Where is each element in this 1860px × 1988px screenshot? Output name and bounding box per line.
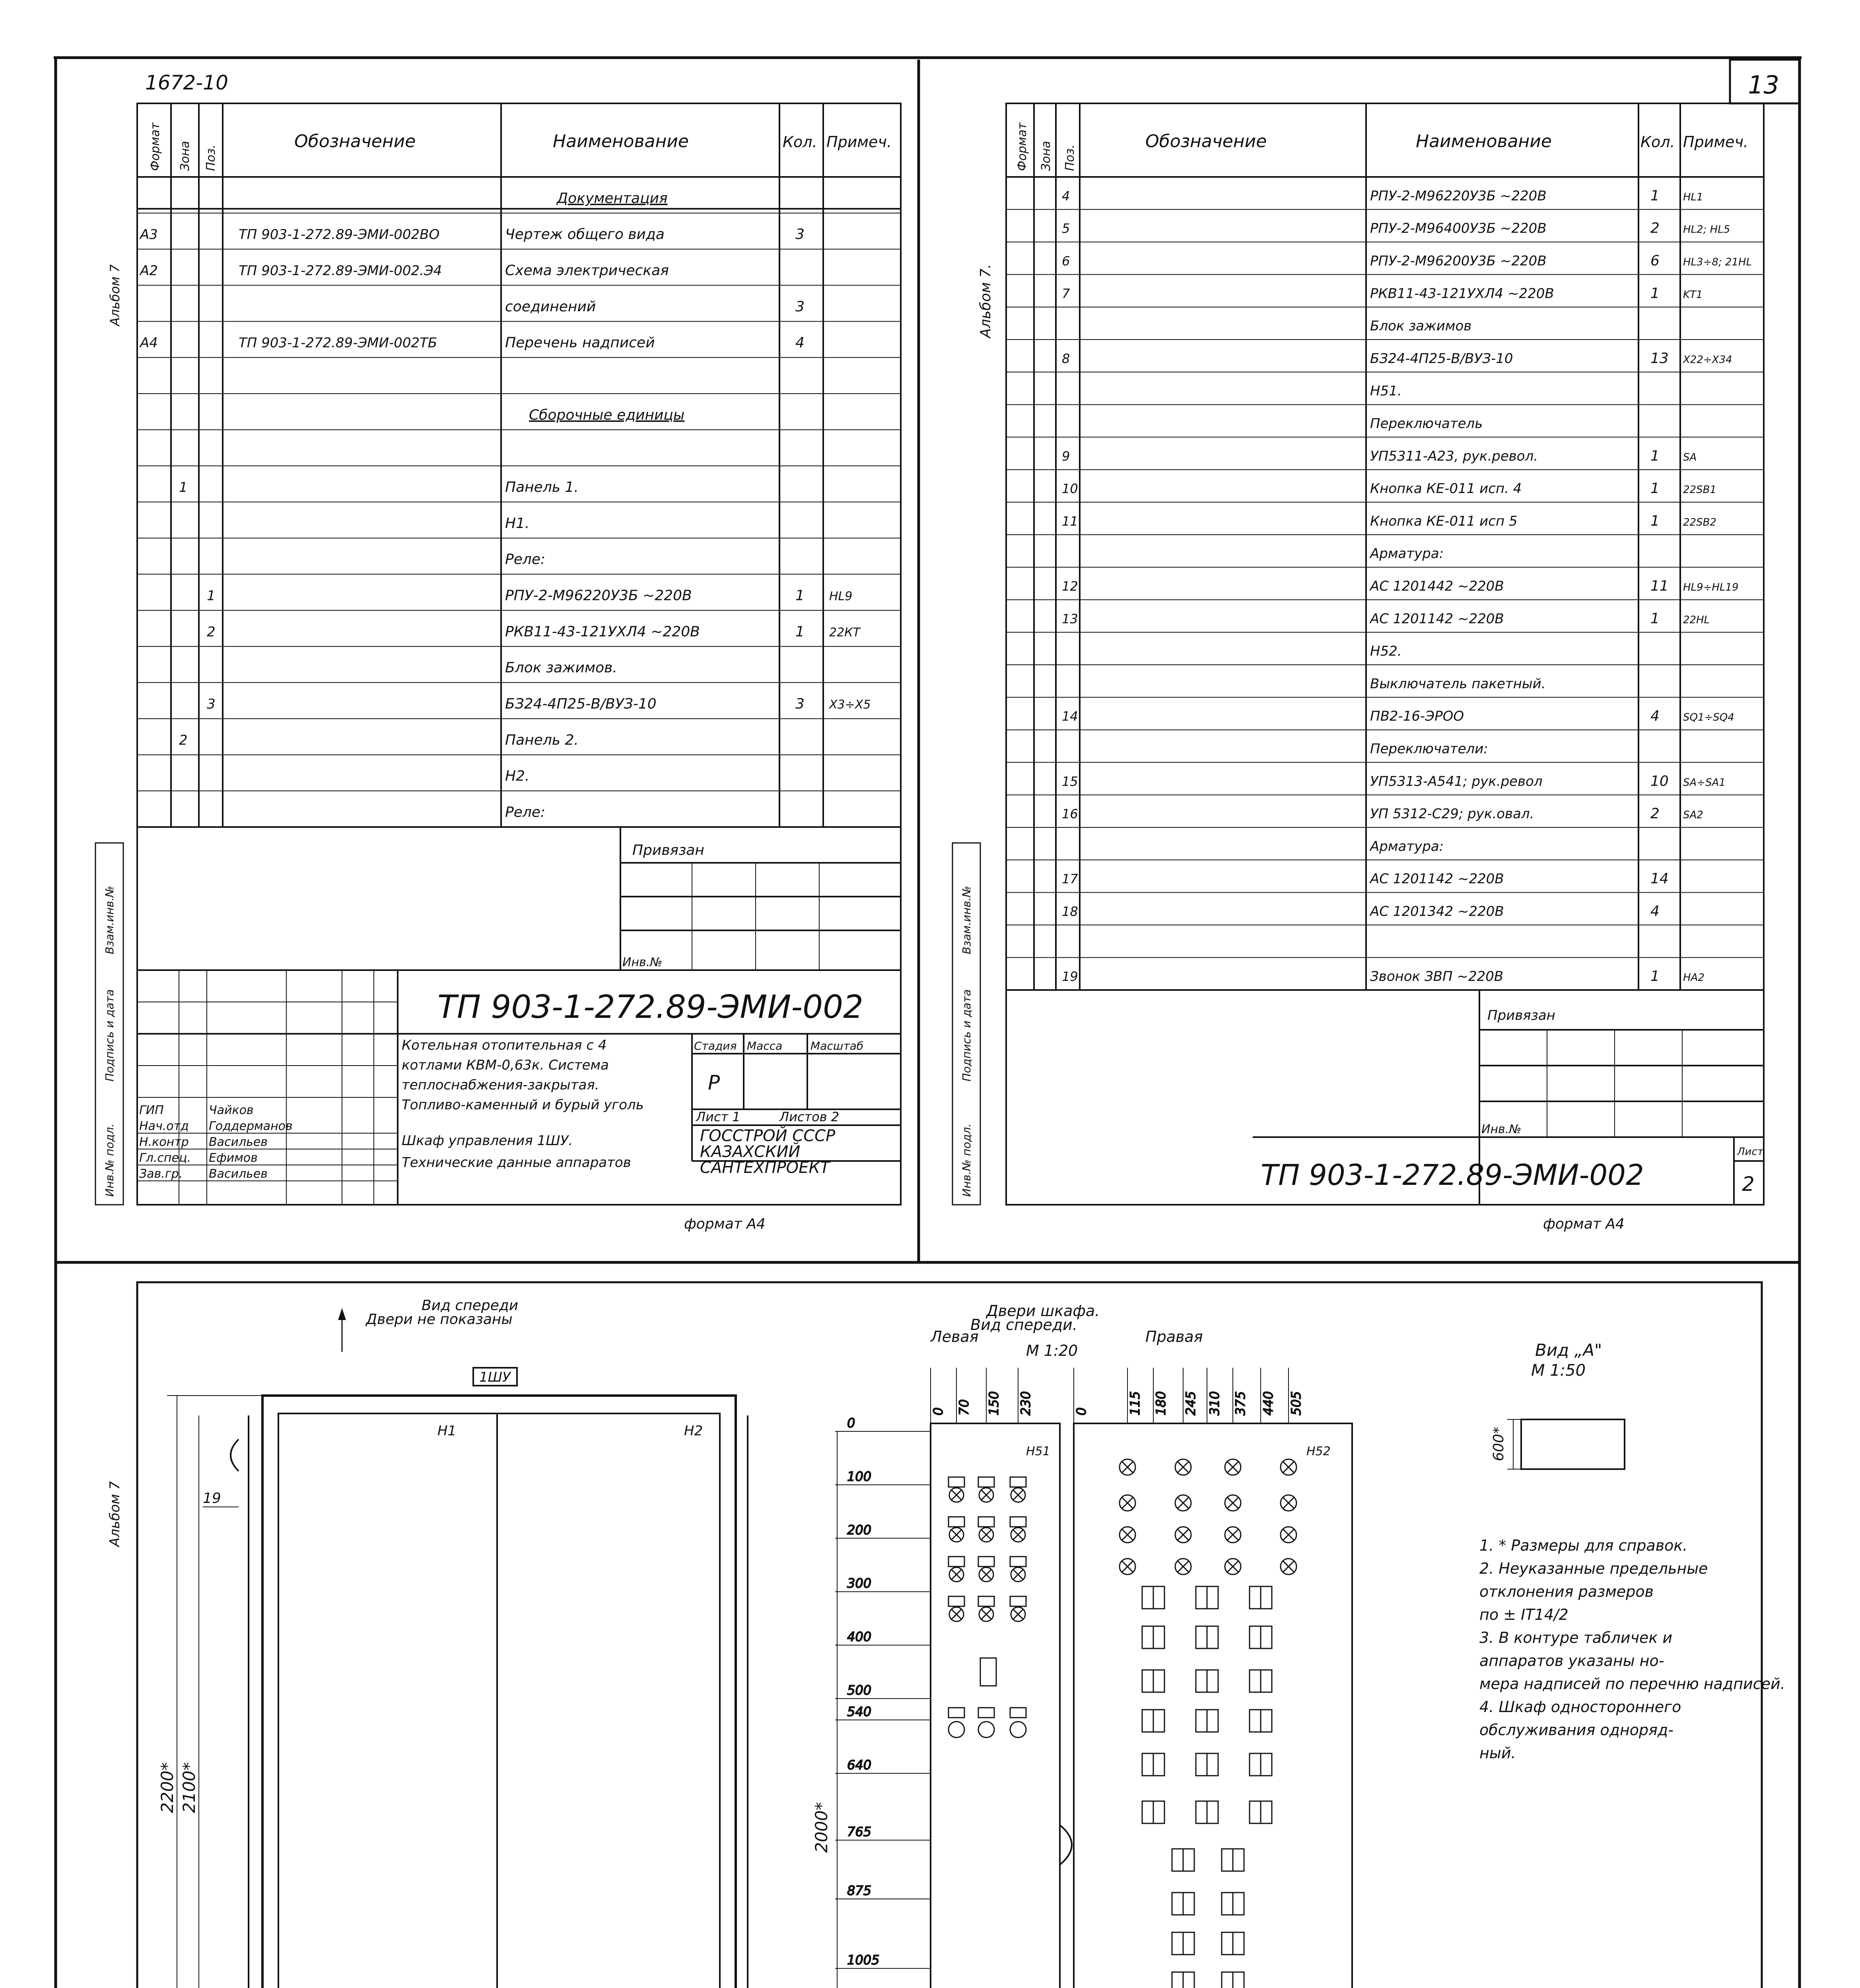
spec2-qty: 1 (1650, 968, 1660, 985)
spec2-note: 22SB2 (1683, 516, 1716, 528)
spec2-pos: 11 (1062, 513, 1078, 529)
pos-19-label: 19 (203, 1490, 221, 1507)
spec2-pos: 14 (1062, 709, 1078, 724)
signer-name: Васильев (209, 1167, 268, 1181)
spec2-pos: 12 (1062, 579, 1078, 594)
stamp1-mass-h: Масса (747, 1039, 783, 1052)
left-dim: 200 (847, 1522, 872, 1538)
col-pos: Поз. (204, 144, 218, 171)
stamp1-inv: Инв.№ (622, 955, 663, 969)
spec1-name: Н2. (505, 768, 530, 784)
side-label-c: Инв.№ подл. (103, 1123, 116, 1197)
spec2-name: РПУ-2-М96220У3Б ~220В (1370, 188, 1547, 204)
spec1-qty: 1 (795, 623, 805, 640)
col-qty: Кол. (783, 133, 817, 151)
spec2-qty: 4 (1650, 708, 1660, 724)
spec2-name: Переключатель (1370, 415, 1483, 432)
spec2-qty: 6 (1650, 252, 1660, 269)
note-line: 3. В контуре табличек и (1479, 1629, 1673, 1646)
doors-hidden-label: Двери не показаны (366, 1311, 513, 1328)
spec1-zone: 2 (179, 732, 188, 748)
stamp1-code: ТП 903-1-272.89-ЭМИ-002 (437, 988, 863, 1025)
signer-name: Васильев (209, 1135, 268, 1149)
note-line: по ± IT14/2 (1479, 1606, 1568, 1623)
stamp2-code: ТП 903-1-272.89-ЭМИ-002 (1261, 1158, 1644, 1192)
spec2-pos: 17 (1062, 871, 1078, 887)
dim-2200: 2200* (157, 1762, 177, 1813)
spec2-name: УП5311-А23, рук.револ. (1370, 448, 1538, 464)
spec1-name: Блок зажимов. (505, 660, 617, 676)
col2-name: Наименование (1416, 131, 1552, 151)
note-line: аппаратов указаны но- (1479, 1652, 1664, 1670)
stamp1-stage-h: Стадия (694, 1039, 737, 1052)
spec2-pos: 18 (1062, 904, 1078, 919)
left-dim: 400 (847, 1629, 872, 1644)
spec2-pos: 9 (1062, 448, 1070, 464)
spec2-note: 22SB1 (1683, 484, 1716, 496)
spec1-name: БЗ24-4П25-В/ВУЗ-10 (505, 696, 657, 712)
note-line: ный. (1479, 1744, 1516, 1762)
spec2-pos: 13 (1062, 611, 1078, 627)
col-note: Примеч. (826, 133, 892, 151)
spec2-pos: 4 (1062, 188, 1070, 204)
note-line: обслуживания одноряд- (1479, 1721, 1674, 1739)
left-dim: 540 (847, 1704, 872, 1719)
spec2-note: 22HL (1683, 614, 1710, 626)
note-line: 1. * Размеры для справок. (1479, 1537, 1688, 1554)
top-dim-right: 310 (1207, 1391, 1222, 1415)
dim-2000: 2000* (812, 1802, 831, 1853)
spec1-qty: 1 (795, 587, 805, 604)
spec1-designation: ТП 903-1-272.89-ЭМИ-002ТБ (239, 335, 437, 351)
door-left-label: Левая (931, 1328, 979, 1345)
spec1-name: соединений (505, 298, 596, 315)
col-name: Наименование (553, 131, 689, 151)
spec2-note: SA (1683, 451, 1697, 464)
spec1-qty: 3 (795, 226, 805, 243)
spec2-name: Переключатели: (1370, 741, 1488, 757)
album-label-bottom: Альбом 7 (107, 1481, 123, 1547)
view-a-label: Вид „А" (1535, 1340, 1602, 1360)
spec2-name: Выключатель пакетный. (1370, 676, 1546, 692)
doors-scale: М 1:20 (1026, 1342, 1078, 1359)
top-dim-left: 70 (956, 1399, 972, 1415)
stamp1-org1: ГОССТРОЙ СССР (700, 1127, 836, 1145)
dim-600-small: 600* (1491, 1427, 1507, 1461)
spec1-name: Чертеж общего вида (505, 226, 665, 243)
top-dim-left: 0 (931, 1407, 946, 1415)
stamp1-sheets: Листов 2 (779, 1109, 840, 1124)
spec2-qty: 4 (1650, 903, 1660, 920)
side-label2-c: Инв.№ подл. (960, 1123, 973, 1197)
spec2-name: Арматура: (1370, 838, 1444, 854)
spec2-qty: 1 (1650, 187, 1660, 204)
left-dim: 100 (847, 1469, 872, 1484)
spec1-name: Схема электрическая (505, 262, 669, 279)
spec2-note: HL3÷8; 21HL (1683, 256, 1752, 268)
col-zone: Зона (178, 141, 192, 171)
spec2-note: SQ1÷SQ4 (1683, 711, 1734, 724)
spec2-name: АС 1201142 ~220В (1370, 611, 1504, 627)
col2-zone: Зона (1039, 141, 1053, 171)
spec1-name: Документация (557, 190, 668, 207)
panel-h51: Н51 (1026, 1444, 1050, 1458)
spec2-pos: 19 (1062, 969, 1078, 984)
spec2-qty: 2 (1650, 220, 1660, 237)
spec1-name: Сборочные единицы (529, 407, 685, 423)
spec2-name: Кнопка КЕ-011 исп. 4 (1370, 481, 1522, 497)
signer-role: Гл.спец. (139, 1151, 191, 1165)
spec1-name: РПУ-2-М96220У3Б ~220В (505, 587, 692, 604)
note-line: отклонения размеров (1479, 1583, 1654, 1600)
col2-qty: Кол. (1640, 133, 1675, 151)
stamp2-inv: Инв.№ (1481, 1122, 1522, 1136)
spec2-name: Арматура: (1370, 546, 1444, 562)
note-line: 2. Неуказанные предельные (1479, 1560, 1708, 1577)
spec1-note: 22КТ (829, 625, 860, 640)
spec2-name: Кнопка КЕ-011 исп 5 (1370, 513, 1518, 529)
doors-title-1: Двери шкафа. (986, 1302, 1100, 1320)
top-dim-left: 150 (986, 1391, 1001, 1415)
door-right-label: Правая (1145, 1328, 1203, 1345)
top-dim-right: 0 (1074, 1407, 1089, 1415)
stamp1-format: формат А4 (684, 1216, 766, 1232)
spec2-note: Х22÷Х34 (1683, 353, 1732, 366)
top-dim-right: 115 (1127, 1391, 1143, 1415)
signer-name: Годдерманов (209, 1119, 293, 1133)
left-dim: 0 (847, 1415, 855, 1431)
spec2-pos: 10 (1062, 481, 1078, 497)
stamp2-sheet-h: Лист (1737, 1146, 1763, 1158)
spec1-note: HL9 (829, 589, 853, 604)
spec1-name: Панель 1. (505, 479, 579, 496)
side-label2-b: Подпись и дата (960, 989, 973, 1081)
side-label-b: Подпись и дата (103, 989, 116, 1081)
spec2-pos: 16 (1062, 806, 1078, 822)
view-a-scale: М 1:50 (1531, 1361, 1586, 1380)
left-dim: 300 (847, 1576, 872, 1591)
panel-h1: Н1 (437, 1423, 457, 1439)
spec1-qty: 3 (795, 298, 805, 315)
spec1-pos: 3 (207, 696, 216, 712)
spec1-name: РКВ11-43-121УХЛ4 ~220В (505, 623, 700, 640)
spec2-qty: 2 (1650, 806, 1660, 822)
view-front-label: Вид спереди (422, 1297, 519, 1314)
stamp1-stage: Р (708, 1071, 720, 1094)
col2-pos: Поз. (1063, 144, 1077, 171)
col2-note: Примеч. (1683, 133, 1748, 151)
spec2-note: НА2 (1683, 972, 1705, 984)
left-dim: 765 (847, 1824, 872, 1840)
spec1-designation: ТП 903-1-272.89-ЭМИ-002.Э4 (239, 263, 442, 279)
spec2-name: Звонок ЗВП ~220В (1370, 969, 1504, 985)
spec2-note: KT1 (1683, 289, 1703, 301)
spec1-name: Н1. (505, 515, 530, 532)
stamp1-scale-h: Масштаб (810, 1039, 864, 1052)
spec1-format: А3 (140, 227, 158, 243)
spec1-format: А2 (140, 263, 158, 279)
spec2-qty: 1 (1650, 513, 1660, 529)
signer-role: Зав.гр. (139, 1167, 183, 1181)
spec2-qty: 11 (1650, 578, 1669, 594)
spec1-note: Х3÷Х5 (829, 698, 871, 712)
left-dim: 640 (847, 1757, 872, 1773)
spec2-name: УП 5312-С29; рук.овал. (1370, 806, 1534, 822)
spec1-zone: 1 (179, 480, 188, 496)
spec2-qty: 14 (1650, 870, 1669, 887)
stamp1-desc3: теплоснабжения-закрытая. (402, 1077, 599, 1093)
col2-format: Формат (1015, 122, 1029, 171)
spec1-name: Панель 2. (505, 732, 579, 748)
spec1-pos: 1 (207, 588, 216, 604)
signer-role: ГИП (139, 1103, 164, 1117)
top-dim-left: 230 (1018, 1391, 1033, 1415)
spec1-format: А4 (140, 335, 158, 351)
spec2-qty: 1 (1650, 448, 1660, 464)
spec2-qty: 1 (1650, 610, 1660, 627)
spec2-name: РПУ-2-М96400У3Б ~220В (1370, 220, 1547, 237)
spec1-designation: ТП 903-1-272.89-ЭМИ-002ВО (239, 227, 440, 243)
signer-role: Н.контр (139, 1135, 189, 1149)
spec2-name: Блок зажимов (1370, 318, 1472, 334)
signer-name: Чайков (209, 1103, 254, 1117)
top-dim-right: 245 (1183, 1391, 1198, 1415)
doors-title-2: Вид спереди. (970, 1316, 1077, 1334)
left-dim: 875 (847, 1883, 872, 1898)
dim-2100: 2100* (179, 1762, 199, 1813)
spec2-note: HL9÷HL19 (1683, 581, 1739, 594)
spec2-pos: 7 (1062, 286, 1070, 301)
stamp1-desc2: котлами КВМ-0,63к. Система (402, 1057, 609, 1073)
panel-h2: Н2 (684, 1423, 703, 1439)
left-dim: 500 (847, 1683, 872, 1698)
spec2-name: АС 1201342 ~220В (1370, 903, 1504, 920)
side-label-a: Взам.инв.№ (103, 885, 116, 954)
spec2-name: Н52. (1370, 643, 1402, 660)
spec1-pos: 2 (207, 624, 216, 640)
spec2-name: РПУ-2-М96200У3Б ~220В (1370, 253, 1547, 269)
col2-designation: Обозначение (1145, 131, 1267, 151)
spec2-qty: 1 (1650, 285, 1660, 302)
album-label-right: Альбом 7. (978, 264, 994, 338)
spec2-name: Н51. (1370, 383, 1402, 399)
signer-name: Ефимов (209, 1151, 258, 1165)
panel-h52: Н52 (1306, 1444, 1331, 1458)
spec2-qty: 13 (1650, 350, 1669, 367)
stamp1-desc1: Котельная отопительная с 4 (402, 1037, 607, 1053)
spec1-name: Реле: (505, 551, 546, 568)
page-number: 13 (1748, 70, 1779, 99)
col-format: Формат (148, 122, 162, 171)
top-dim-right: 440 (1261, 1391, 1276, 1415)
col-designation: Обозначение (294, 131, 416, 151)
stamp2-bound: Привязан (1487, 1008, 1555, 1023)
album-label-left: Альбом 7 (107, 264, 122, 326)
stamp1-org3: САНТЕХПРОЕКТ (700, 1159, 830, 1177)
stamp1-sheet: Лист 1 (696, 1109, 741, 1124)
stamp1-bound: Привязан (632, 842, 704, 858)
spec2-qty: 1 (1650, 480, 1660, 497)
corner-mark: 1672-10 (145, 71, 228, 94)
spec2-pos: 6 (1062, 253, 1070, 269)
top-dim-right: 505 (1289, 1391, 1304, 1415)
stamp1-org2: КАЗАХСКИЙ (700, 1143, 801, 1161)
signer-role: Нач.отд (139, 1119, 189, 1133)
spec1-name: Перечень надписей (505, 334, 655, 351)
spec2-name: УП5313-А541; рук.револ (1370, 773, 1543, 790)
cabinet-label: 1ШУ (479, 1369, 511, 1385)
spec1-qty: 3 (795, 696, 805, 712)
note-line: мера надписей по перечню надписей. (1479, 1675, 1785, 1693)
spec2-pos: 8 (1062, 351, 1070, 366)
spec2-note: SA2 (1683, 809, 1703, 821)
spec2-name: ПВ2-16-ЭРОО (1370, 708, 1464, 724)
top-dim-right: 375 (1233, 1391, 1248, 1415)
side-label2-a: Взам.инв.№ (960, 885, 973, 954)
spec2-name: АС 1201142 ~220В (1370, 871, 1504, 887)
stamp1-title1: Шкаф управления 1ШУ. (402, 1133, 573, 1149)
left-dim: 1005 (847, 1952, 880, 1968)
spec2-name: БЗ24-4П25-В/ВУЗ-10 (1370, 350, 1513, 367)
spec2-pos: 5 (1062, 221, 1070, 236)
stamp1-title2: Технические данные аппаратов (402, 1155, 631, 1171)
spec2-note: HL1 (1683, 191, 1703, 203)
spec2-name: РКВ11-43-121УХЛ4 ~220В (1370, 285, 1554, 302)
spec2-qty: 10 (1650, 773, 1669, 790)
spec2-name: АС 1201442 ~220В (1370, 578, 1504, 594)
top-dim-right: 180 (1153, 1391, 1168, 1415)
spec2-note: HL2; HL5 (1683, 223, 1730, 236)
stamp2-sheet: 2 (1742, 1173, 1755, 1196)
spec1-qty: 4 (795, 334, 805, 351)
stamp2-format: формат А4 (1543, 1216, 1625, 1232)
note-line: 4. Шкаф одностороннего (1479, 1698, 1681, 1716)
stamp1-desc4: Топливо-каменный и бурый уголь (402, 1097, 644, 1113)
spec1-name: Реле: (505, 804, 546, 821)
spec2-pos: 15 (1062, 774, 1078, 789)
spec2-note: SA÷SA1 (1683, 777, 1726, 789)
